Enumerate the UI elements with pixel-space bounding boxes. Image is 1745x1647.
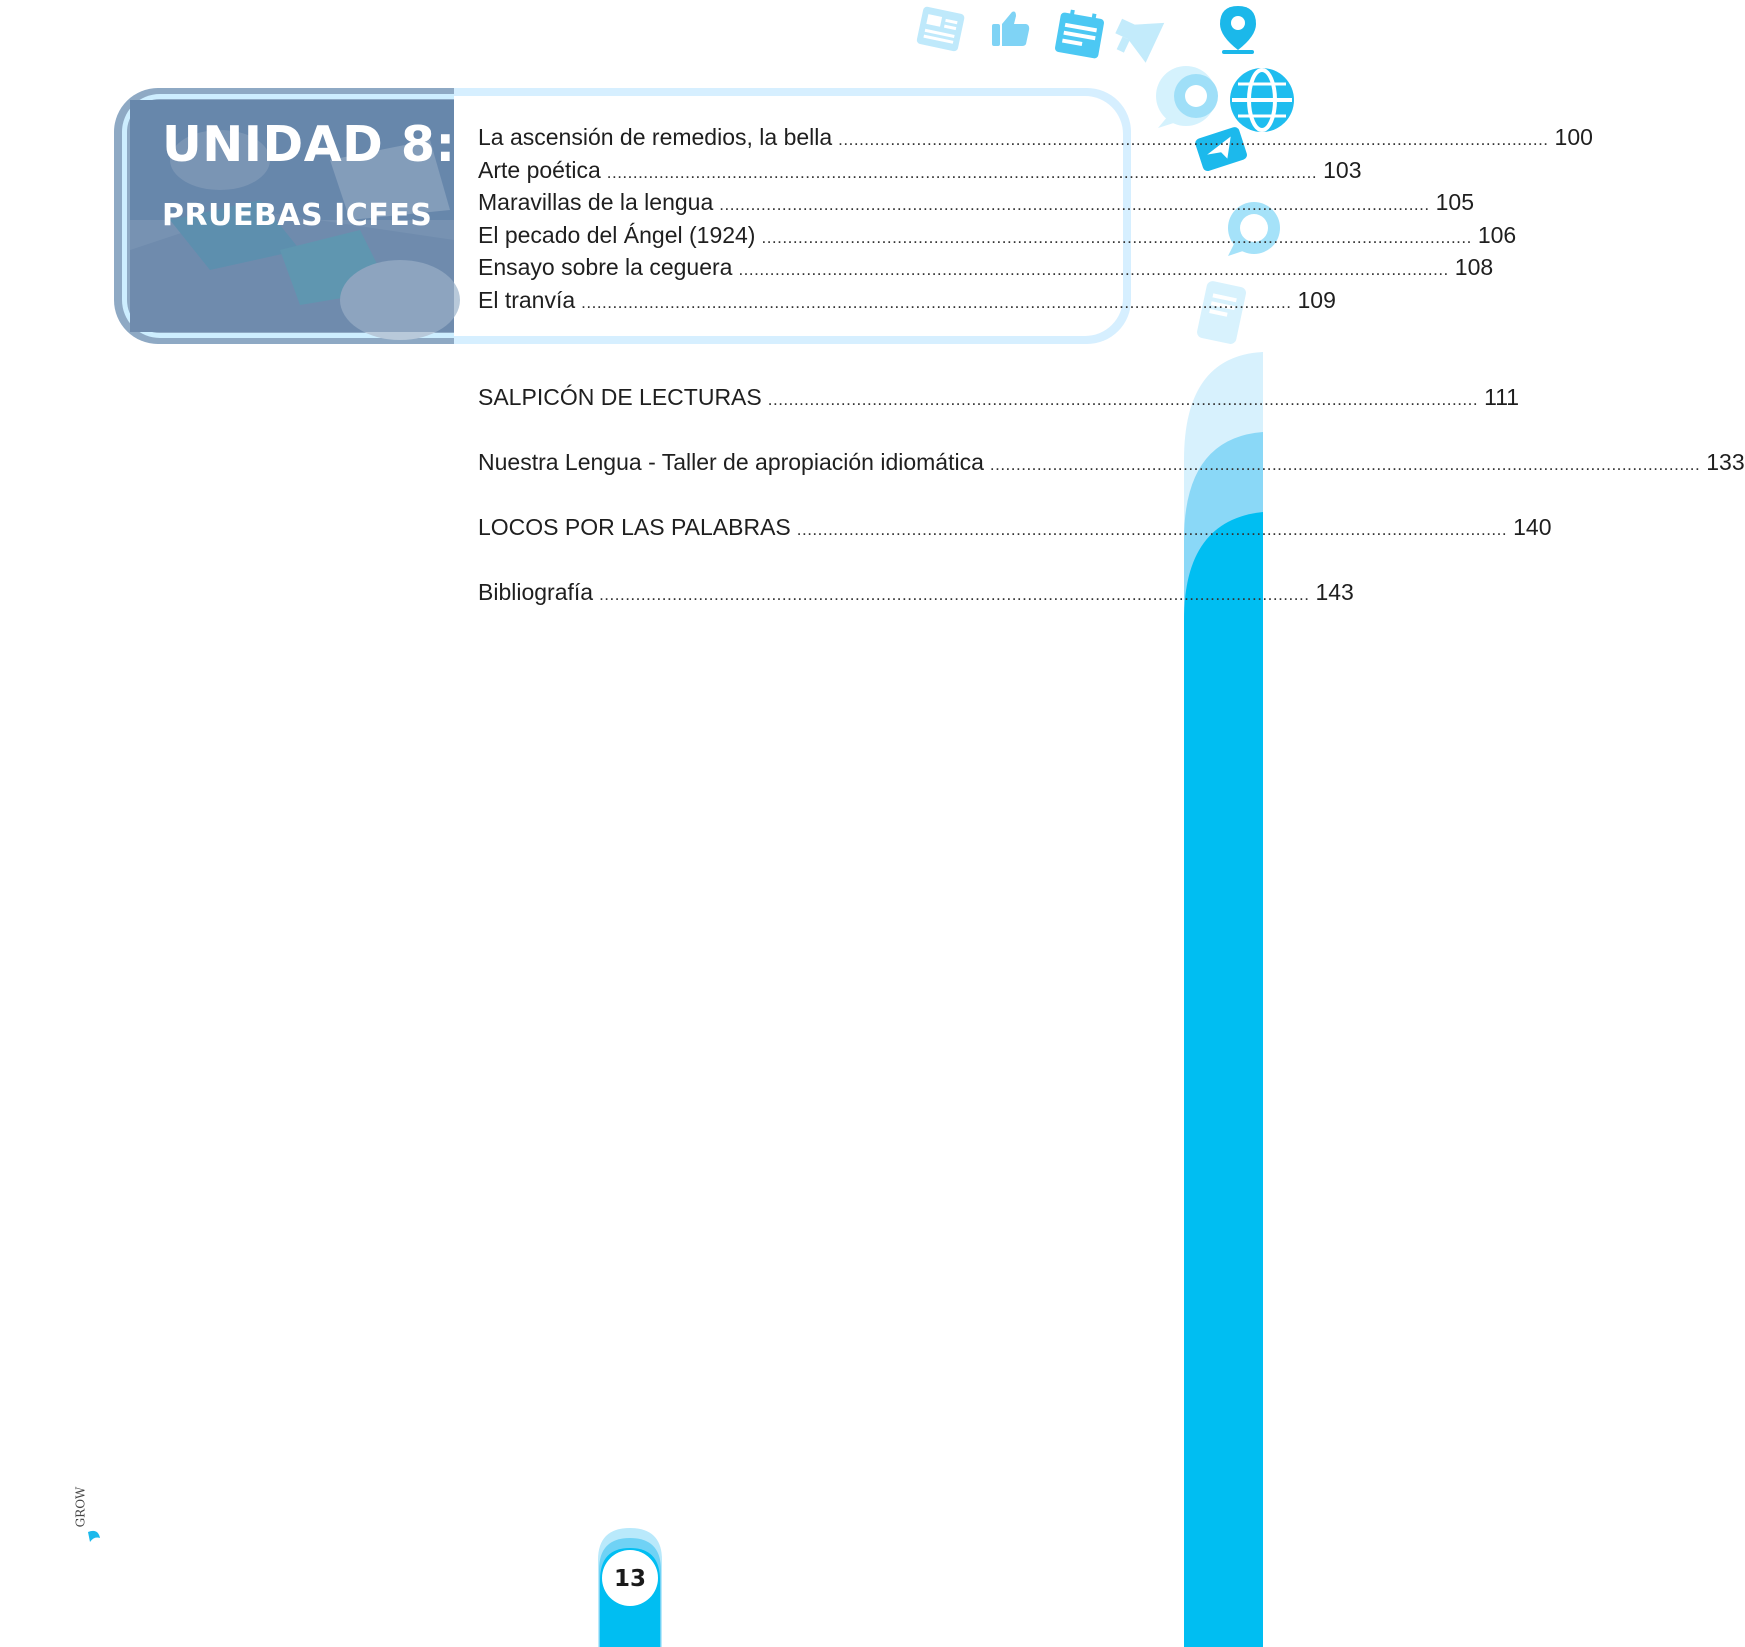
calendar-icon [1054,8,1105,59]
toc-entry-title: Bibliografía [478,579,594,605]
thumbs-up-icon [992,12,1029,47]
toc-entry-title: Arte poética [478,156,601,183]
toc-entry-page: 100 [1554,124,1593,150]
toc-entry[interactable] [478,156,1362,190]
toc-entry[interactable] [478,384,1520,449]
toc-entry-title: Ensayo sobre la ceguera [478,254,733,281]
toc-entry-page: 106 [1477,221,1517,248]
toc-entry[interactable] [478,514,1552,579]
dot-leader: ........................................................................................................................................ [989,455,1701,474]
toc-entry-page: 133 [1706,449,1745,475]
location-pin-icon [1220,6,1256,54]
toc-entry-page: 143 [1315,579,1354,605]
toc-entry-title: SALPICÓN DE LECTURAS [478,384,762,410]
dot-leader: ........................................................................................................................................ [838,130,1549,149]
dot-leader: ........................................................................................................................................ [599,585,1310,604]
toc-entry-title: Nuestra Lengua - Taller de apropiación idiomática [478,449,984,475]
toc-entry-title: La ascensión de remedios, la bella [478,124,833,150]
dot-leader: ........................................................................................................................................ [738,260,1449,280]
toc-entry-title: Maravillas de la lengua [478,189,714,216]
unit-toc-list [478,124,1593,320]
toc-entry[interactable] [478,189,1474,222]
globe-icon [1230,68,1294,132]
toc-entry[interactable] [478,221,1517,255]
toc-entry-page: 105 [1435,189,1474,216]
toc-entry-page: 103 [1323,156,1362,183]
toc-entry[interactable] [478,449,1745,514]
extra-toc-list [478,384,1745,644]
dot-leader: ........................................................................................................................................ [606,162,1318,182]
brand-name: GROW [73,1486,88,1528]
toc-entry-page: 140 [1513,514,1552,540]
dot-leader: ........................................................................................................................................ [581,292,1292,312]
toc-entry-page: 111 [1484,384,1520,410]
toc-entry-title: El tranvía [478,286,576,313]
side-band [1184,352,1263,1647]
toc-entry[interactable] [478,124,1593,157]
toc-entry-page: 108 [1454,254,1494,281]
dot-leader: ........................................................................................................................................ [796,520,1508,539]
chat-bubble-icon [1156,66,1218,128]
toc-entry[interactable] [478,254,1494,287]
dot-leader: ........................................................................................................................................ [719,195,1430,215]
toc-entry-title: LOCOS POR LAS PALABRAS [478,514,791,540]
toc-entry-page: 109 [1297,286,1336,313]
newspaper-icon [916,6,965,52]
dot-leader: ........................................................................................................................................ [761,227,1472,247]
toc-entry[interactable] [478,579,1354,644]
toc-entry-title: El pecado del Ángel (1924) [478,221,756,248]
megaphone-icon [1109,6,1164,63]
unit-subtitle: PRUEBAS ICFES [162,198,433,233]
toc-entry[interactable] [478,286,1336,320]
unit-title: UNIDAD 8: [162,116,456,173]
dot-leader: ........................................................................................................................................ [767,390,1479,409]
page-number: 13 [613,1566,646,1592]
